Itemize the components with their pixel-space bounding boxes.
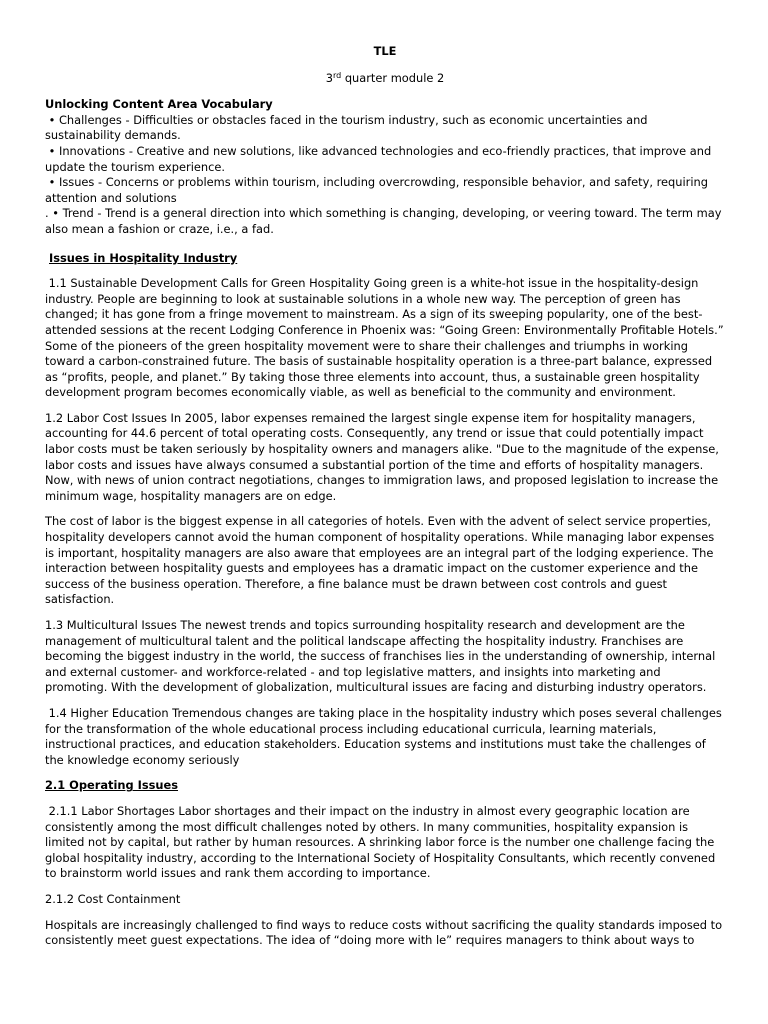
vocabulary-item-challenges: • Challenges - Difficulties or obstacles faced in the tourism industry, such as economic uncertainties and sustainability demands. — [45, 112, 652, 143]
section-heading-issues: Issues in Hospitality Industry — [49, 250, 238, 265]
paragraph-higher-education: 1.4 Higher Education Tremendous changes are taking place in the hospitality industry which poses several challenges for the transformation of the whole educational process including educational curricula, learning materials, instructional practices, and education stakeholders. Education systems and institutions must take the challenges of the knowledge economy seriously — [45, 705, 726, 767]
vocabulary-item-innovations: • Innovations - Creative and new solutions, like advanced technologies and eco-friendly practices, that improve and update the tourism experience. — [45, 143, 715, 174]
vocabulary-heading: Unlocking Content Area Vocabulary — [45, 97, 273, 112]
section-heading-operating: 2.1 Operating Issues — [45, 778, 179, 793]
subheading-cost-containment: 2.1.2 Cost Containment — [45, 891, 181, 906]
subtitle-ordinal: rd — [332, 70, 342, 80]
vocabulary-item-issues: • Issues - Concerns or problems within tourism, including overcrowding, responsible behavior, and safety, requiring attention and solutions — [45, 175, 712, 205]
document-title: TLE — [373, 44, 397, 58]
paragraph-multicultural: 1.3 Multicultural Issues The newest trends and topics surrounding hospitality research and development are the management of multicultural talent and the political landscape affecting the hospitality industry. Franchises are becoming the biggest industry in the world, the success of franchises lies in the understanding of ownership, internal and external customer- and workforce-related - and top legislative matters, and insights into marketing and promoting. With the development of globalization, multicultural issues are facing and disturbing industry operators. — [45, 618, 716, 695]
paragraph-sustainable-development: 1.1 Sustainable Development Calls for Green Hospitality Going green is a white-hot issue in the hospitality-design industry. People are beginning to look at sustainable solutions in a whole new way. The perception of green has changed; it has gone from a fringe movement to mainstream. As a sign of its sweeping popularity, one of the best-attended sessions at the recent Lodging Conference in Phoenix was: “Going Green: Environmentally Profitable Hotels.” Some of the pioneers of the green hospitality movement were to share their challenges and triumphs in working toward a carbon-constrained future. The basis of sustainable hospitality operation is a three-part balance, expressed as “profits, people, and planet.” By taking those three elements into account, thus, a sustainable green hospitality development program becomes economically viable, as well as beneficial to the community and environment. — [45, 276, 728, 400]
paragraph-cost-of-labor: The cost of labor is the biggest expense in all categories of hotels. Even with the advent of select service properties, hospitality developers cannot avoid the human component of hospitality operations. While managing labor expenses is important, hospitality managers are also aware that employees are an integral part of the lodging experience. The interaction between hospitality guests and employees has a dramatic impact on the customer experience and the success of the business operation. Therefore, a fine balance must be drawn between cost controls and guest satisfaction. — [45, 514, 715, 607]
document-page — [45, 44, 728, 959]
subtitle-number: 3 — [325, 70, 333, 85]
vocabulary-item-trend: . • Trend - Trend is a general direction into which something is changing, developing, or veering toward. The term may also mean a fashion or craze, i.e., a fad. — [45, 206, 726, 236]
paragraph-cost-containment: Hospitals are increasingly challenged to find ways to reduce costs without sacrificing the quality standards imposed to consistently meet guest expectations. The idea of “doing more with le” requires managers to think about ways to — [45, 917, 723, 948]
paragraph-labor-shortages: 2.1.1 Labor Shortages Labor shortages and their impact on the industry in almost every geographic location are consistently among the most difficult challenges noted by others. In many communities, hospitality expansion is limited not by capital, but rather by human resources. A shrinking labor force is the number one challenge facing the global hospitality industry, according to the International Society of Hospitality Consultants, which recently convened to brainstorm world issues and rank them according to importance. — [45, 803, 719, 881]
document-subtitle — [45, 71, 725, 87]
subtitle-text: quarter module 2 — [341, 70, 445, 85]
paragraph-labor-cost: 1.2 Labor Cost Issues In 2005, labor expenses remained the largest single expense item for hospitality managers, accounting for 44.6 percent of total operating costs. Consequently, any trend or issue that could potentially impact labor costs must be taken seriously by hospitality owners and managers alike. "Due to the magnitude of the expense, labor costs and issues have always consumed a substantial portion of the time and efforts of hospitality managers. Now, with news of union contract negotiations, changes to immigration laws, and proposed legislation to increase the minimum wage, hospitality managers are on edge. — [45, 410, 719, 503]
